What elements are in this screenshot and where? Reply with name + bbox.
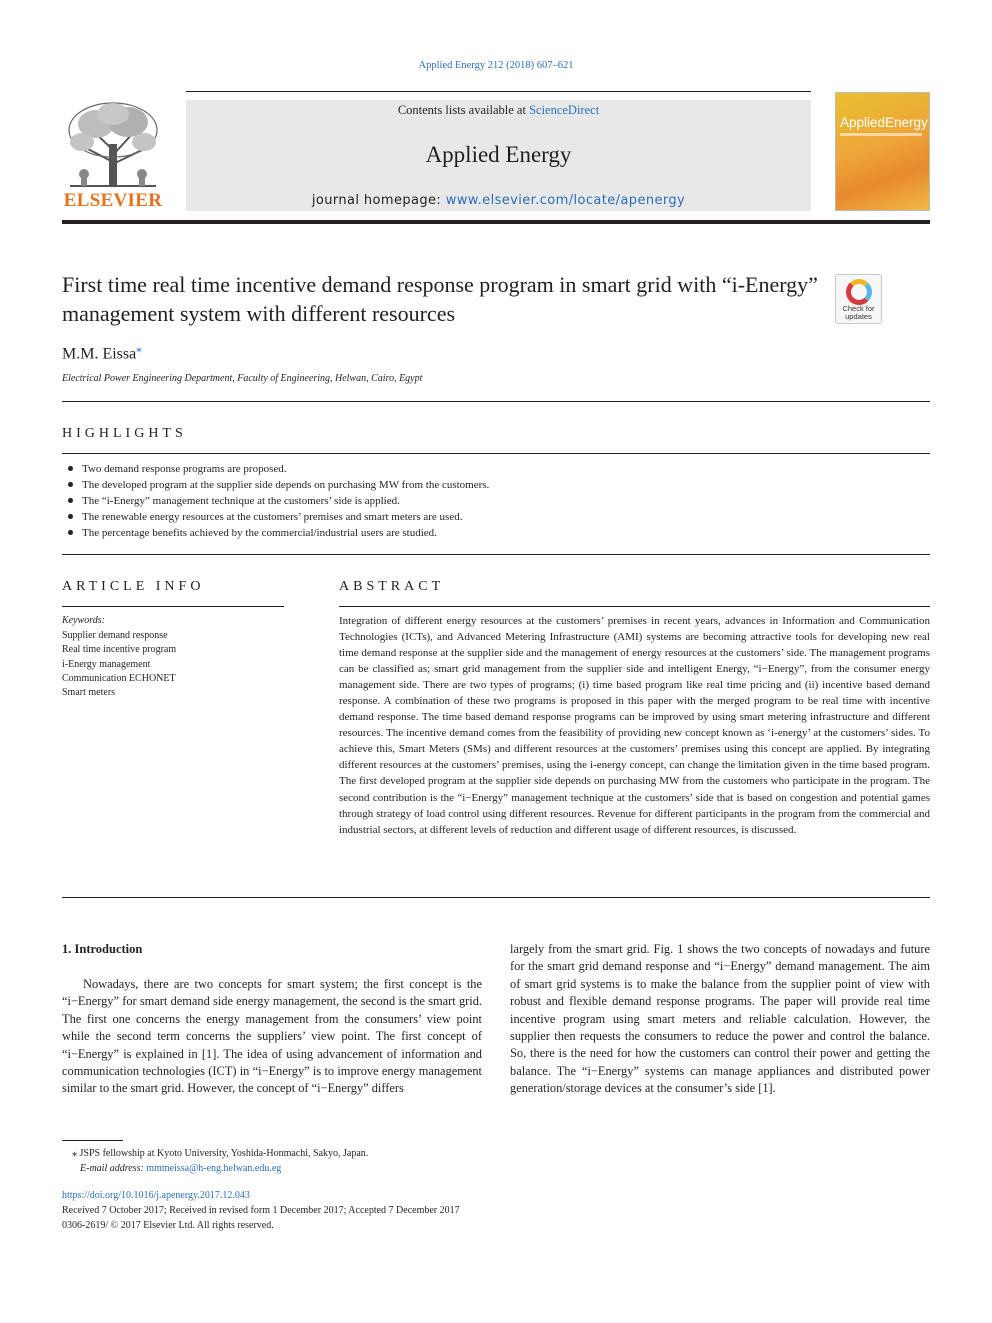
publication-info	[62, 1188, 460, 1233]
contents-line	[186, 103, 811, 118]
tree-icon	[62, 100, 164, 190]
footnote-rule	[62, 1140, 123, 1141]
highlights-list	[66, 461, 926, 541]
bullet-icon	[68, 530, 73, 535]
header-rule	[186, 91, 811, 92]
author-affiliation: Electrical Power Engineering Department, Faculty of Engineering, Helwan, Cairo, Egypt	[62, 373, 423, 384]
keywords-label: Keywords:	[62, 615, 105, 626]
footnotes	[62, 1146, 368, 1176]
contents-prefix: Contents lists available at	[397, 103, 530, 117]
email-link[interactable]: mmmeissa@h-eng.helwan.edu.eg	[146, 1163, 282, 1174]
email-note	[62, 1161, 368, 1176]
divider	[62, 401, 930, 402]
abstract-heading: ABSTRACT	[339, 579, 445, 594]
bullet-icon	[68, 514, 73, 519]
received-dates: Received 7 October 2017; Received in revised form 1 December 2017; Accepted 7 December 2017	[62, 1205, 460, 1216]
journal-masthead	[186, 100, 811, 211]
doi-link[interactable]: https://doi.org/10.1016/j.apenergy.2017.12.043	[62, 1190, 250, 1201]
email-label: E-mail address:	[80, 1163, 144, 1174]
keyword: i-Energy management	[62, 658, 151, 670]
divider	[62, 554, 930, 555]
bullet-icon	[68, 482, 73, 487]
publisher-logo[interactable]	[62, 100, 164, 212]
highlight-item: The renewable energy resources at the customers’ premises and smart meters are used.	[66, 509, 926, 525]
divider	[339, 606, 930, 607]
crossmark-icon	[846, 279, 872, 305]
cover-title: AppliedEnergy	[840, 115, 928, 130]
divider	[62, 453, 930, 454]
highlight-item: The percentage benefits achieved by the commercial/industrial users are studied.	[66, 525, 926, 541]
fellowship-text: JSPS fellowship at Kyoto University, Yoshida-Honmachi, Sakyo, Japan.	[79, 1148, 369, 1159]
highlight-item: The “i-Energy” management technique at the customers’ side is applied.	[66, 493, 926, 509]
divider	[62, 897, 930, 898]
journal-citation[interactable]: Applied Energy 212 (2018) 607–621	[418, 60, 574, 71]
introduction-heading: 1. Introduction	[62, 942, 143, 956]
highlights-heading: HIGHLIGHTS	[62, 426, 187, 441]
author-name[interactable]: M.M. Eissa	[62, 345, 137, 363]
divider	[62, 606, 284, 607]
cover-decoration	[840, 133, 922, 136]
homepage-line	[186, 193, 811, 208]
article-title: First time real time incentive demand response program in smart grid with “i-Energy” management system with different resources	[62, 272, 818, 326]
check-for-updates-badge[interactable]	[835, 274, 882, 324]
publisher-name: ELSEVIER	[63, 190, 163, 211]
abstract-text: Integration of different energy resources at the customers’ premises in recent years, advances in Information and Communication Technologies (ICTs), and Advanced Metering Infrastructure (AMI) systems are becoming attractive tools for developing new real time demand response at the supplier side and the management of energy resources at the customers’ side. The management programs can be classified as; smart grid management from the supplier side and intelligent Energy, “i−Energy”, from the consumer energy management side. There are two types of programs; (i) time based program like real time pricing and (ii) incentive based demand response. A combination of these two programs is proposed in this paper with the merged program to be real time with incentive demand response. The time based demand response programs can be improved by using smart metering infrastructure and different resources. The incentive demand comes from the feasibility of providing new concept known as ‘i-energy’ at the customers’ sides. To achieve this, Smart Meters (SMs) and different resources at the customers’ premises using this concept are applied. By integrating different resources at the customers’ premises, using the i-energy concept, can change the limitation given in the time based program. The first developed program at the supplier side depends on purchasing MW from the customers who participate in the program. The second contribution is the “i−Energy” management technique at the customers’ side that is based on congestion and potential games through strategy of load control using different resources. Revenue for different participants in the program from the commercial and industrial sectors, at different levels of reduction and different usage of different resources, is discussed.	[339, 615, 930, 836]
keyword: Smart meters	[62, 687, 116, 699]
keyword: Real time incentive program	[62, 644, 177, 656]
bullet-icon	[68, 498, 73, 503]
footnote-mark: ⁎	[72, 1148, 77, 1159]
introduction-right-column: largely from the smart grid. Fig. 1 shows the two concepts of nowadays and future for the smart grid demand response and “i−Energy” demand management. The aim of smart grid systems is to make the balance from the supplier point of view with robust and flexible demand response programs. The paper will provide real time incentive program using smart meters and reliable calculation. However, the supplier then requests the consumers to reduce the power and control the balance. So, there is the need for how the customers can control their power and getting the balance. The “i−Energy” systems can manage appliances and distributed power generation/storage devices at the consumer’s side [1].	[510, 942, 930, 1096]
copyright-notice: 0306-2619/ © 2017 Elsevier Ltd. All rights reserved.	[62, 1220, 274, 1231]
highlight-item: Two demand response programs are proposed.	[66, 461, 926, 477]
author-line	[62, 342, 142, 363]
homepage-prefix: journal homepage:	[311, 193, 446, 208]
highlight-item: The developed program at the supplier side depends on purchasing MW from the customers.	[66, 477, 926, 493]
bullet-icon	[68, 466, 73, 471]
introduction-left-column: Nowadays, there are two concepts for smart system; the first concept is the “i−Energy” for smart demand side energy management, the second is the smart grid. The first one concerns the energy management from the consumers’ view point while the second term concerns the suppliers’ view point. The first concept of “i−Energy” is explained in [1]. The idea of using advancement of information and communication technologies (ICT) in “i−Energy” is to improve energy management similar to the smart grid. However, the concept of “i−Energy” differs	[62, 977, 482, 1096]
journal-cover-thumbnail[interactable]	[835, 92, 930, 211]
keyword: Communication ECHONET	[62, 672, 176, 684]
crossmark-label: Check for updates	[842, 304, 875, 321]
homepage-link[interactable]: www.elsevier.com/locate/apenergy	[445, 193, 686, 208]
keywords-list	[62, 629, 176, 700]
header-thick-rule	[62, 220, 930, 224]
author-footnote-mark[interactable]: ⁎	[136, 343, 142, 355]
keyword: Supplier demand response	[62, 630, 168, 641]
journal-name: Applied Energy	[425, 142, 572, 167]
article-info-heading: ARTICLE INFO	[62, 579, 205, 594]
sciencedirect-link[interactable]: ScienceDirect	[529, 103, 600, 117]
fellowship-note	[62, 1146, 368, 1161]
